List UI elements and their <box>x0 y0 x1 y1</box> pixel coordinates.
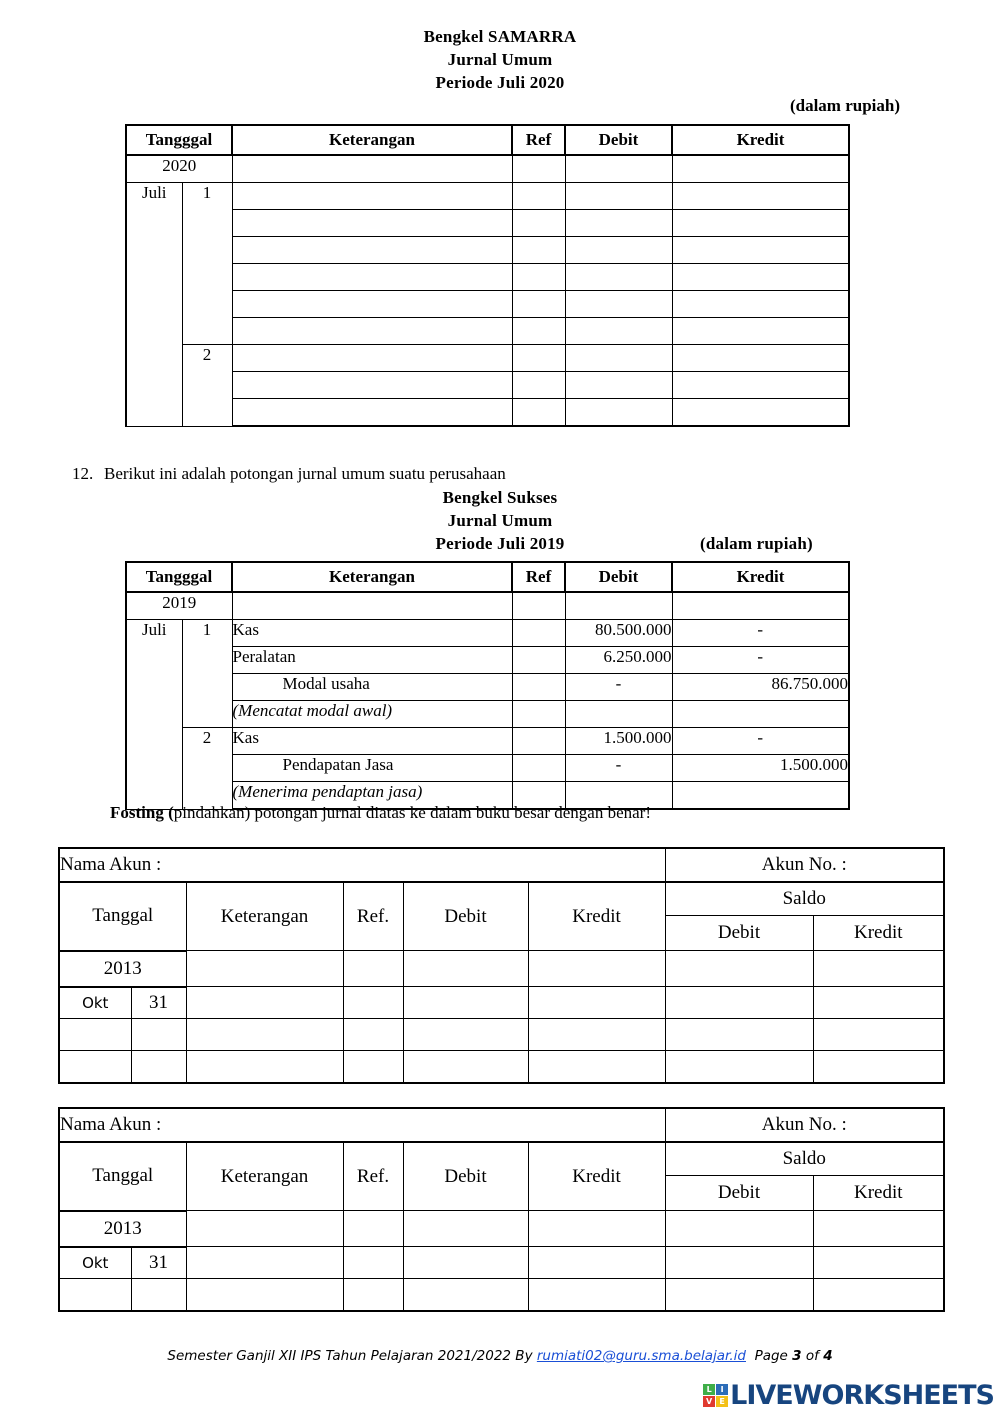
table-row <box>126 372 849 399</box>
empty-cell[interactable] <box>186 1279 343 1311</box>
logo-tile-e: E <box>716 1396 728 1407</box>
header-ref: Ref. <box>343 1142 403 1211</box>
empty-cell[interactable] <box>528 1279 665 1311</box>
table-row <box>126 728 849 755</box>
empty-cell[interactable] <box>528 987 665 1019</box>
empty-cell[interactable] <box>813 1279 944 1311</box>
empty-cell[interactable] <box>813 951 944 987</box>
empty-cell[interactable] <box>672 264 849 291</box>
header-debit: Debit <box>565 562 672 592</box>
ledger-2-year-row <box>59 1211 944 1247</box>
empty-cell[interactable] <box>565 183 672 210</box>
entry-keterangan: Pendapatan Jasa <box>232 755 512 782</box>
table-row <box>59 1019 944 1051</box>
table-row <box>126 264 849 291</box>
empty-cell[interactable] <box>232 183 512 210</box>
empty-cell[interactable] <box>232 291 512 318</box>
section2-heading-block <box>0 486 1000 556</box>
empty-cell[interactable] <box>131 1051 186 1083</box>
header-kredit: Kredit <box>528 882 665 951</box>
empty-cell[interactable] <box>186 1211 343 1247</box>
journal-table-1-header-row <box>126 125 849 155</box>
ledger-1-header-row <box>59 882 944 916</box>
empty-cell[interactable] <box>813 1051 944 1083</box>
empty-cell[interactable] <box>665 1247 813 1279</box>
empty-cell[interactable] <box>672 345 849 372</box>
section1-title-line3: Periode Juli 2020 <box>435 73 565 92</box>
empty-cell[interactable] <box>403 951 528 987</box>
empty-cell[interactable] <box>813 1247 944 1279</box>
empty-cell[interactable] <box>232 210 512 237</box>
table-row <box>126 318 849 345</box>
footer-page-label: Page <box>754 1348 793 1364</box>
entry-kredit: 1.500.000 <box>672 755 849 782</box>
section2-title-line2: Jurnal Umum <box>447 511 553 530</box>
table-row <box>126 210 849 237</box>
entry-ref <box>512 674 565 701</box>
section2-title-line3: Periode Juli 2019 <box>435 534 565 553</box>
day-cell: 31 <box>131 1247 186 1279</box>
table-row <box>126 755 849 782</box>
table-row <box>126 620 849 647</box>
empty-cell[interactable] <box>131 1279 186 1311</box>
entry-debit: 1.500.000 <box>565 728 672 755</box>
empty-cell[interactable] <box>512 399 565 427</box>
section1-heading-block <box>0 25 1000 118</box>
header-kredit: Kredit <box>672 562 849 592</box>
empty-cell[interactable] <box>512 372 565 399</box>
year-cell: 2019 <box>126 592 232 620</box>
entry-debit <box>565 701 672 728</box>
fosting-instruction <box>110 802 970 824</box>
day-cell-1: 1 <box>182 183 232 345</box>
month-cell: Okt <box>59 1247 131 1279</box>
empty-cell[interactable] <box>403 1247 528 1279</box>
day-cell-2: 2 <box>182 345 232 427</box>
header-ref: Ref <box>512 562 565 592</box>
footer-prefix: Semester Ganjil XII IPS Tahun Pelajaran 2021/2022 By <box>167 1348 537 1364</box>
logo-tile-l: L <box>703 1384 715 1395</box>
header-saldo-debit: Debit <box>665 916 813 951</box>
empty-cell[interactable] <box>813 1019 944 1051</box>
empty-cell[interactable] <box>665 987 813 1019</box>
question-12-number: 12. <box>72 464 94 483</box>
empty-cell[interactable] <box>672 291 849 318</box>
akun-no-label[interactable]: Akun No. : <box>665 848 944 882</box>
empty-cell[interactable] <box>665 1279 813 1311</box>
empty-cell[interactable] <box>186 1019 343 1051</box>
empty-cell[interactable] <box>672 237 849 264</box>
liveworksheets-wordmark: LIVEWORKSHEETS <box>730 1380 994 1411</box>
header-saldo: Saldo <box>665 1142 944 1176</box>
header-kredit: Kredit <box>672 125 849 155</box>
liveworksheets-logo-tiles <box>703 1384 728 1407</box>
empty-cell[interactable] <box>565 372 672 399</box>
empty-cell[interactable] <box>343 951 403 987</box>
ledger-2-date-row <box>59 1247 944 1279</box>
header-tanggal: Tangggal <box>126 562 232 592</box>
footer-page-of: of <box>801 1348 824 1364</box>
empty-cell[interactable] <box>186 1247 343 1279</box>
empty-cell[interactable] <box>813 1211 944 1247</box>
table-row <box>126 183 849 210</box>
journal-table-2-header-row <box>126 562 849 592</box>
entry-keterangan: Peralatan <box>232 647 512 674</box>
empty-cell[interactable] <box>565 155 672 183</box>
empty-cell[interactable] <box>186 951 343 987</box>
empty-cell[interactable] <box>528 1247 665 1279</box>
entry-kredit: - <box>672 620 849 647</box>
header-saldo-kredit: Kredit <box>813 916 944 951</box>
ledger-table-2 <box>58 1107 945 1312</box>
empty-cell[interactable] <box>672 318 849 345</box>
empty-cell <box>232 592 512 620</box>
empty-cell[interactable] <box>186 987 343 1019</box>
entry-debit: - <box>565 674 672 701</box>
section2-currency-note: (dalam rupiah) <box>700 534 813 553</box>
empty-cell[interactable] <box>512 155 565 183</box>
empty-cell[interactable] <box>512 264 565 291</box>
logo-tile-i: I <box>716 1384 728 1395</box>
empty-cell[interactable] <box>528 1019 665 1051</box>
empty-cell[interactable] <box>565 318 672 345</box>
table-row <box>126 399 849 427</box>
empty-cell[interactable] <box>403 987 528 1019</box>
empty-cell[interactable] <box>528 951 665 987</box>
day-cell-2: 2 <box>182 728 232 810</box>
empty-cell[interactable] <box>343 1019 403 1051</box>
empty-cell[interactable] <box>565 237 672 264</box>
ledger-2-header-row <box>59 1142 944 1176</box>
ledger-table-2-wrapper <box>58 1107 945 1312</box>
question-12-text: Berikut ini adalah potongan jurnal umum suatu perusahaan <box>104 464 506 483</box>
entry-ref <box>512 728 565 755</box>
year-cell: 2013 <box>59 951 186 987</box>
ledger-1-date-row <box>59 987 944 1019</box>
header-debit: Debit <box>403 882 528 951</box>
empty-cell[interactable] <box>565 291 672 318</box>
entry-keterangan: (Mencatat modal awal) <box>232 701 512 728</box>
entry-keterangan: Kas <box>232 728 512 755</box>
question-12 <box>72 463 952 485</box>
month-cell: Juli <box>126 620 182 810</box>
entry-keterangan: (Menerima pendaptan jasa) <box>232 782 512 810</box>
month-cell: Juli <box>126 183 182 427</box>
liveworksheets-logo[interactable] <box>703 1382 994 1409</box>
header-keterangan: Keterangan <box>232 562 512 592</box>
empty-cell[interactable] <box>528 1211 665 1247</box>
empty-cell[interactable] <box>59 1279 131 1311</box>
section2-title-line1: Bengkel Sukses <box>442 488 558 507</box>
table-row <box>59 1279 944 1311</box>
entry-keterangan: Modal usaha <box>232 674 512 701</box>
empty-cell[interactable] <box>672 210 849 237</box>
empty-cell[interactable] <box>232 264 512 291</box>
footer-page-total: 4 <box>823 1348 833 1364</box>
empty-cell[interactable] <box>672 155 849 183</box>
entry-debit: 6.250.000 <box>565 647 672 674</box>
header-keterangan: Keterangan <box>186 882 343 951</box>
empty-cell[interactable] <box>813 987 944 1019</box>
empty-cell[interactable] <box>403 1019 528 1051</box>
empty-cell[interactable] <box>343 1211 403 1247</box>
empty-cell[interactable] <box>512 345 565 372</box>
header-kredit: Kredit <box>528 1142 665 1211</box>
akun-no-label[interactable]: Akun No. : <box>665 1108 944 1142</box>
page-footer <box>0 1348 1000 1364</box>
table-row <box>126 345 849 372</box>
empty-cell[interactable] <box>512 318 565 345</box>
ledger-table-1 <box>58 847 945 1084</box>
empty-cell[interactable] <box>512 291 565 318</box>
journal-table-1 <box>125 124 850 427</box>
year-cell: 2020 <box>126 155 232 183</box>
entry-ref <box>512 755 565 782</box>
section1-title-line1: Bengkel SAMARRA <box>423 27 577 46</box>
empty-cell[interactable] <box>403 1279 528 1311</box>
empty-cell[interactable] <box>565 210 672 237</box>
ledger-2-account-row <box>59 1108 944 1142</box>
fosting-rest: pindahkan) potongan jurnal diatas ke dalam buku besar dengan benar! <box>173 803 652 822</box>
empty-cell[interactable] <box>672 372 849 399</box>
empty-cell[interactable] <box>403 1051 528 1083</box>
nama-akun-label[interactable]: Nama Akun : <box>59 848 665 882</box>
ledger-1-account-row <box>59 848 944 882</box>
header-tanggal: Tanggal <box>59 1142 186 1211</box>
header-saldo-debit: Debit <box>665 1176 813 1211</box>
empty-cell[interactable] <box>403 1211 528 1247</box>
empty-cell <box>512 592 565 620</box>
empty-cell[interactable] <box>59 1051 131 1083</box>
section1-title-line2: Jurnal Umum <box>447 50 553 69</box>
footer-email-link[interactable]: rumiati02@guru.sma.belajar.id <box>536 1348 746 1364</box>
year-cell: 2013 <box>59 1211 186 1247</box>
header-debit: Debit <box>565 125 672 155</box>
ledger-1-year-row <box>59 951 944 987</box>
ledger-table-1-wrapper <box>58 847 945 1084</box>
empty-cell[interactable] <box>665 1211 813 1247</box>
empty-cell[interactable] <box>131 1019 186 1051</box>
journal-table-1-wrapper <box>125 124 850 427</box>
empty-cell[interactable] <box>59 1019 131 1051</box>
empty-cell[interactable] <box>528 1051 665 1083</box>
empty-cell[interactable] <box>565 264 672 291</box>
empty-cell[interactable] <box>665 951 813 987</box>
table-row <box>126 674 849 701</box>
nama-akun-label[interactable]: Nama Akun : <box>59 1108 665 1142</box>
logo-tile-v: V <box>703 1396 715 1407</box>
table-row <box>59 1051 944 1083</box>
empty-cell[interactable] <box>565 399 672 427</box>
journal-table-1-year-row <box>126 155 849 183</box>
table-row <box>126 237 849 264</box>
section1-currency-note: (dalam rupiah) <box>789 96 900 115</box>
header-keterangan: Keterangan <box>186 1142 343 1211</box>
empty-cell[interactable] <box>343 1051 403 1083</box>
empty-cell[interactable] <box>232 237 512 264</box>
table-row <box>126 701 849 728</box>
empty-cell[interactable] <box>343 1279 403 1311</box>
day-cell: 31 <box>131 987 186 1019</box>
header-tanggal: Tanggal <box>59 882 186 951</box>
empty-cell[interactable] <box>232 372 512 399</box>
fosting-bold: Fosting ( <box>110 803 174 822</box>
empty-cell[interactable] <box>665 1019 813 1051</box>
entry-ref <box>512 701 565 728</box>
entry-ref <box>512 647 565 674</box>
empty-cell[interactable] <box>565 345 672 372</box>
empty-cell[interactable] <box>672 183 849 210</box>
empty-cell[interactable] <box>665 1051 813 1083</box>
entry-kredit <box>672 701 849 728</box>
empty-cell <box>565 592 672 620</box>
empty-cell[interactable] <box>512 237 565 264</box>
header-debit: Debit <box>403 1142 528 1211</box>
table-row <box>126 647 849 674</box>
empty-cell[interactable] <box>512 183 565 210</box>
day-cell-1: 1 <box>182 620 232 728</box>
empty-cell[interactable] <box>186 1051 343 1083</box>
empty-cell[interactable] <box>232 155 512 183</box>
header-saldo: Saldo <box>665 882 944 916</box>
empty-cell[interactable] <box>343 987 403 1019</box>
table-row <box>126 291 849 318</box>
header-saldo-kredit: Kredit <box>813 1176 944 1211</box>
header-ref: Ref <box>512 125 565 155</box>
entry-keterangan: Kas <box>232 620 512 647</box>
empty-cell[interactable] <box>232 345 512 372</box>
entry-kredit: - <box>672 728 849 755</box>
month-cell: Okt <box>59 987 131 1019</box>
empty-cell[interactable] <box>232 318 512 345</box>
empty-cell <box>672 592 849 620</box>
footer-page-current: 3 <box>792 1348 802 1364</box>
entry-debit: - <box>565 755 672 782</box>
entry-kredit: - <box>672 647 849 674</box>
header-tanggal: Tangggal <box>126 125 232 155</box>
empty-cell[interactable] <box>343 1247 403 1279</box>
journal-table-2 <box>125 561 850 810</box>
entry-kredit: 86.750.000 <box>672 674 849 701</box>
section2-periode-row <box>0 532 1000 556</box>
header-keterangan: Keterangan <box>232 125 512 155</box>
entry-debit: 80.500.000 <box>565 620 672 647</box>
empty-cell[interactable] <box>672 399 849 427</box>
empty-cell[interactable] <box>512 210 565 237</box>
header-ref: Ref. <box>343 882 403 951</box>
journal-table-2-year-row <box>126 592 849 620</box>
empty-cell[interactable] <box>232 399 512 427</box>
journal-table-2-wrapper <box>125 561 850 810</box>
entry-ref <box>512 620 565 647</box>
